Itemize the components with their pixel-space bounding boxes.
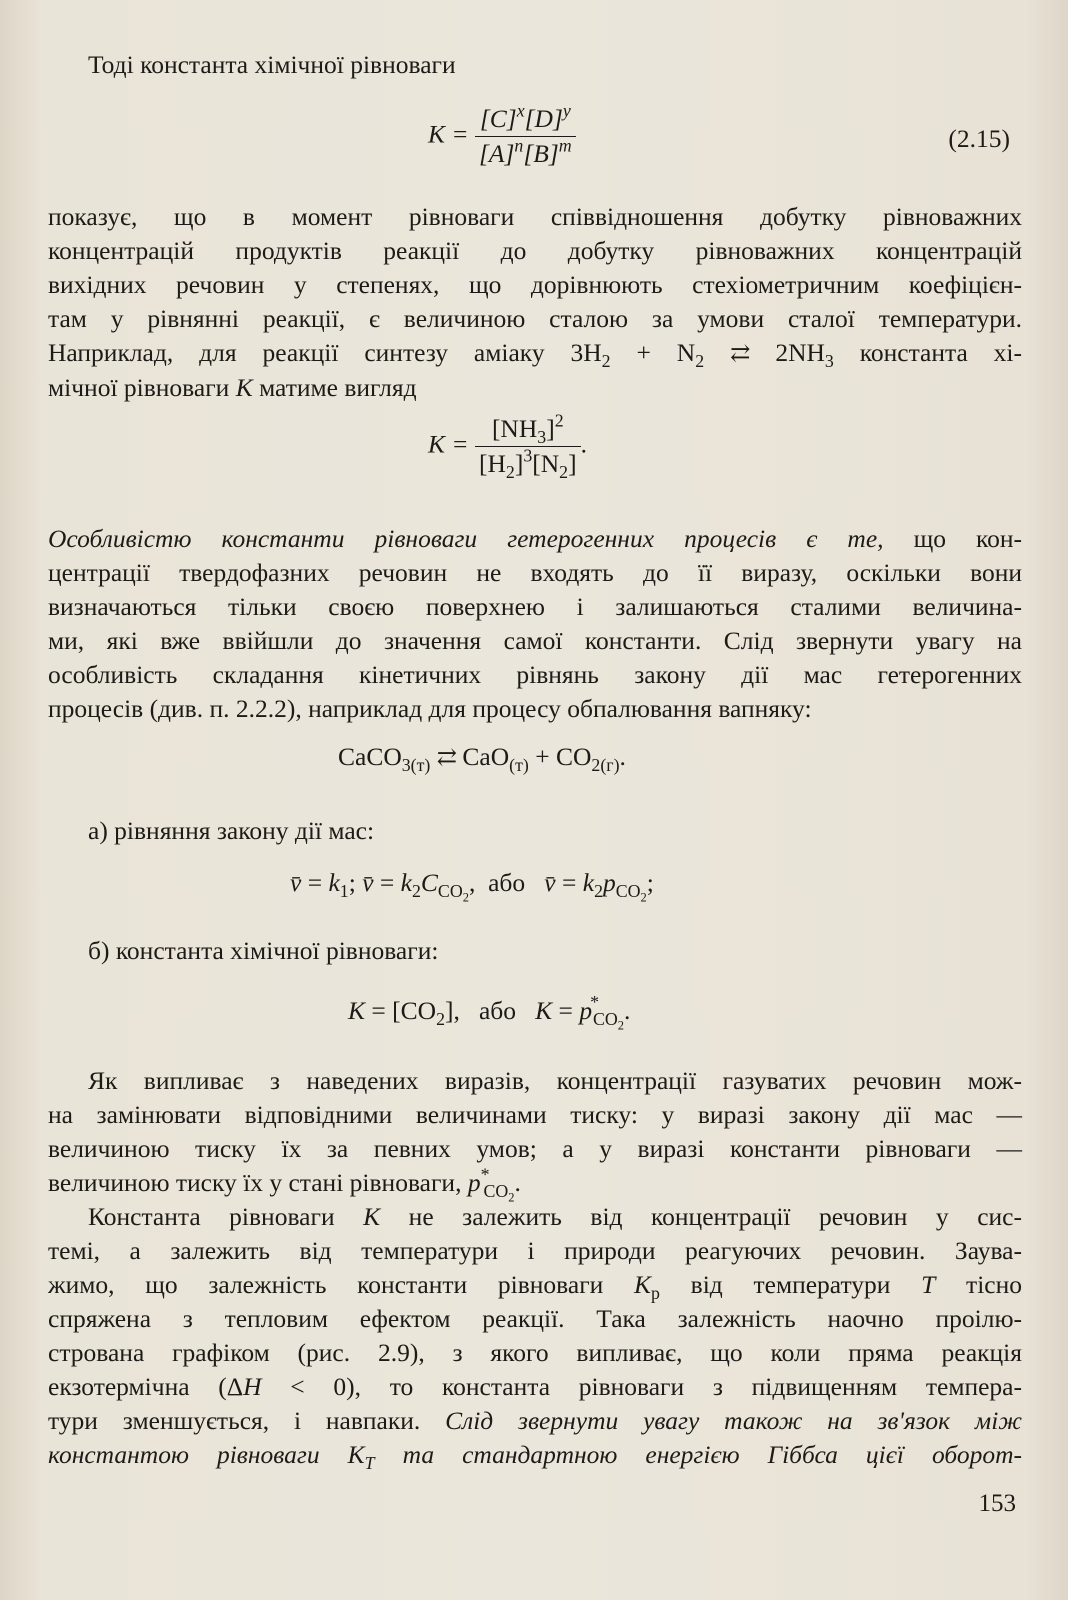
paragraph-3: Як випливає з наведених виразів, концентрації газуватих речовин мож- на замінювати відповідними величинами тиску: у виразі закону дії мас — величиною тиску їх за певних умов; а у виразі константи рівноваги — величиною тиску їх у стані рівноваги, $p^*_{CO_2}$. [48, 1066, 1022, 1205]
item-a: а) рівняння закону дії мас: [88, 816, 375, 845]
equation-number: (2.15) [948, 124, 1010, 153]
equation-rate: v̄ = $k_1$; v̄ = $k_2C_{CO_2}$, або v̄ = $k_2p_{CO_2}$; [290, 868, 654, 905]
equation-constant: $K = [CO_2]$, або $K = p^*_{CO_2}$. [348, 992, 631, 1033]
item-b: б) константа хімічної рівноваги: [88, 936, 439, 965]
paragraph-2: Особливістю константи рівноваги гетерогенних процесів є те, що кон- центрації твердофазних речовин не входять до її виразу, оскільки вони визначаються тільки своєю поверхнею і залишаються сталими величина- ми, які вже ввійшли до значення самої константи. Слід звернути увагу на особливість складання кінетичних рівнянь закону дії мас гетерогенних процесів (див. п. 2.2.2), наприклад для процесу обпалювання вапняку: [48, 524, 1022, 723]
paragraph-1: показує, що в момент рівноваги співвідношення добутку рівноважних концентрацій продуктів реакції до добутку рівноважних концентрацій вихідних речовин у степенях, що дорівнюють стехіометричним коефіцієн- там у рівнянні реакції, є величиною сталою за умови сталої температури. Наприклад, для реакції синтезу аміаку $3H_2 + N_2$ ⇄ $2NH_3$ константа хі- мічної рівноваги K матиме вигляд [48, 202, 1023, 402]
equation-ammonia: K = $\frac{[NH_3]^2}{[H_2]^3[N_2]}$ . [428, 410, 587, 483]
equation-2-15: K = $\frac{[C]^x[D]^y}{[A]^n[B]^m}$ [428, 104, 576, 169]
page-number: 153 [978, 1490, 1016, 1517]
paragraph-4: Константа рівноваги K не залежить від концентрації речовин у сис- темі, а залежить від температури і природи реагуючих речовин. Заува- жимо, що залежність константи рівноваги $K_p$ від температури T тісно спряжена з тепловим ефектом реакції. Така залежність наочно проілю- стрована графіком (рис. 2.9), з якого випливає, що коли пряма реакція екзотермічна (ΔH < 0), то константа рівноваги з підвищенням темпера- тури зменшується, і навпаки. Слід звернути увагу також на зв'язок між константою рівноваги $K_T$ та стандартною енергією Гіббса цієї оборот- [48, 1202, 1023, 1474]
equation-calcination: CaCO$_{3(т)}$ ⇄ $CaO_{(т)} + CO_{2(г)}$. [338, 742, 626, 776]
intro-line: Тоді константа хімічної рівноваги [88, 50, 456, 79]
